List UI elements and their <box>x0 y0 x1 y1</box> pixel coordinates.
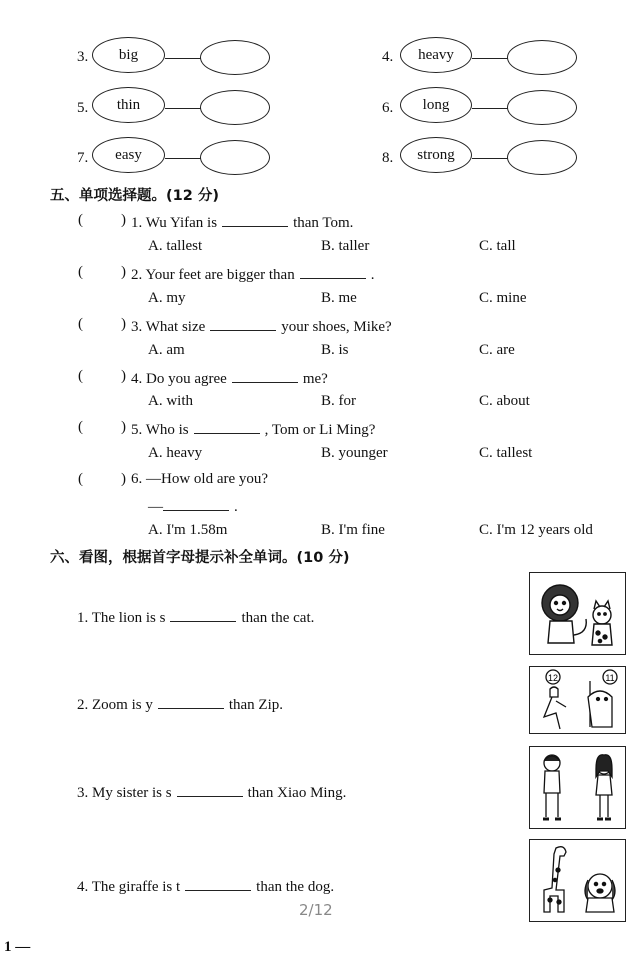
question-text: . <box>370 267 375 283</box>
connector-line <box>472 58 508 59</box>
answer-paren-open: ( <box>78 368 83 384</box>
fill-text: 4. The giraffe is t <box>77 879 181 895</box>
zoom-and-zip-picture <box>529 666 626 734</box>
option-a[interactable]: A. I'm 1.58m <box>148 522 228 538</box>
option-c[interactable]: C. I'm 12 years old <box>479 522 593 538</box>
section-5-title: 五、单项选择题。(12 分) <box>50 188 219 204</box>
question-4 <box>131 368 328 388</box>
answer-blank[interactable] <box>222 212 288 227</box>
question-text: Who is <box>145 422 189 438</box>
answer-oval[interactable] <box>507 40 577 75</box>
option-a[interactable]: A. heavy <box>148 445 203 461</box>
question-number: 1. <box>131 215 143 231</box>
word-oval: heavy <box>400 37 472 73</box>
question-text: — <box>148 499 163 515</box>
word-map-num: 4. <box>382 49 394 65</box>
lion-and-cat-picture <box>529 572 626 655</box>
answer-oval[interactable] <box>507 140 577 175</box>
fill-text: 1. The lion is s <box>77 610 166 626</box>
answer-oval[interactable] <box>200 90 270 125</box>
fill-text: than Zip. <box>228 697 283 713</box>
fill-text: than the cat. <box>241 610 315 626</box>
answer-blank[interactable] <box>300 264 366 279</box>
question-5 <box>131 419 375 439</box>
option-b[interactable]: B. taller <box>321 238 370 254</box>
option-a[interactable]: A. am <box>148 342 185 358</box>
question-text: What size <box>145 319 206 335</box>
option-c[interactable]: C. mine <box>479 290 527 306</box>
answer-blank[interactable] <box>158 694 224 709</box>
question-text: —How old are you? <box>146 471 269 487</box>
answer-paren-open: ( <box>78 471 83 487</box>
question-text: Your feet are bigger than <box>145 267 295 283</box>
zip-age-label: 11 <box>605 673 615 683</box>
sister-and-xiao-ming-picture <box>529 746 626 829</box>
question-number: 4. <box>131 371 143 387</box>
question-text: your shoes, Mike? <box>281 319 392 335</box>
option-a[interactable]: A. with <box>148 393 193 409</box>
question-1 <box>131 212 353 232</box>
answer-paren-open: ( <box>78 212 83 228</box>
question-number: 2. <box>131 267 143 283</box>
connector-line <box>165 108 201 109</box>
answer-paren-close: ) <box>121 264 126 280</box>
option-b[interactable]: B. I'm fine <box>321 522 385 538</box>
giraffe-and-dog-illustration <box>530 840 625 921</box>
answer-paren-close: ) <box>121 471 126 487</box>
answer-paren-close: ) <box>121 212 126 228</box>
option-b[interactable]: B. younger <box>321 445 388 461</box>
answer-blank[interactable] <box>194 419 260 434</box>
word-oval: easy <box>92 137 165 173</box>
fill-text: than Xiao Ming. <box>247 785 347 801</box>
question-2 <box>131 264 374 284</box>
answer-blank[interactable] <box>210 316 276 331</box>
word-map-num: 6. <box>382 100 394 116</box>
answer-paren-open: ( <box>78 316 83 332</box>
answer-paren-close: ) <box>121 368 126 384</box>
word-map-num: 5. <box>77 100 89 116</box>
answer-oval[interactable] <box>200 40 270 75</box>
page-indicator: 2/12 <box>299 901 333 919</box>
zoom-and-zip-illustration <box>530 667 625 733</box>
answer-blank[interactable] <box>170 607 236 622</box>
question-number: 6. <box>131 471 143 487</box>
word-map-num: 7. <box>77 150 89 166</box>
word-oval: long <box>400 87 472 123</box>
answer-blank[interactable] <box>185 876 251 891</box>
option-b[interactable]: B. for <box>321 393 356 409</box>
answer-paren-close: ) <box>121 316 126 332</box>
answer-oval[interactable] <box>200 140 270 175</box>
option-c[interactable]: C. tallest <box>479 445 533 461</box>
giraffe-and-dog-picture <box>529 839 626 922</box>
connector-line <box>472 108 508 109</box>
question-text: Do you agree <box>146 371 227 387</box>
fill-item-3 <box>77 782 346 802</box>
word-oval: strong <box>400 137 472 173</box>
answer-blank[interactable] <box>177 782 243 797</box>
option-c[interactable]: C. are <box>479 342 515 358</box>
page-footer: 1 — <box>4 939 31 955</box>
word-map-num: 3. <box>77 49 89 65</box>
question-text: , Tom or Li Ming? <box>264 422 376 438</box>
answer-blank[interactable] <box>232 368 298 383</box>
word-oval: thin <box>92 87 165 123</box>
question-number: 3. <box>131 319 143 335</box>
fill-item-2 <box>77 694 283 714</box>
lion-and-cat-illustration <box>530 573 625 654</box>
section-6-title: 六、看图，根据首字母提示补全单词。(10 分) <box>50 550 350 566</box>
fill-item-1 <box>77 607 314 627</box>
question-text: than Tom. <box>293 215 354 231</box>
question-text: . <box>234 499 238 515</box>
fill-text: 3. My sister is s <box>77 785 172 801</box>
question-3 <box>131 316 392 336</box>
option-b[interactable]: B. is <box>321 342 349 358</box>
option-c[interactable]: C. tall <box>479 238 516 254</box>
connector-line <box>472 158 508 159</box>
connector-line <box>165 58 201 59</box>
zoom-age-label: 12 <box>547 673 559 683</box>
question-6 <box>131 471 268 488</box>
option-a[interactable]: A. my <box>148 290 186 306</box>
word-oval: big <box>92 37 165 73</box>
connector-line <box>165 158 201 159</box>
sister-and-boy-illustration <box>530 747 625 828</box>
answer-paren-open: ( <box>78 264 83 280</box>
fill-text: 2. Zoom is y <box>77 697 153 713</box>
option-a[interactable]: A. tallest <box>148 238 203 254</box>
question-6-reply <box>148 496 238 516</box>
question-text: Wu Yifan is <box>145 215 218 231</box>
option-b[interactable]: B. me <box>321 290 357 306</box>
option-c[interactable]: C. about <box>479 393 530 409</box>
answer-paren-open: ( <box>78 419 83 435</box>
question-text: me? <box>302 371 328 387</box>
word-map-num: 8. <box>382 150 394 166</box>
fill-text: than the dog. <box>256 879 335 895</box>
answer-blank[interactable] <box>163 496 229 511</box>
fill-item-4 <box>77 876 334 896</box>
question-number: 5. <box>131 422 143 438</box>
answer-oval[interactable] <box>507 90 577 125</box>
answer-paren-close: ) <box>121 419 126 435</box>
